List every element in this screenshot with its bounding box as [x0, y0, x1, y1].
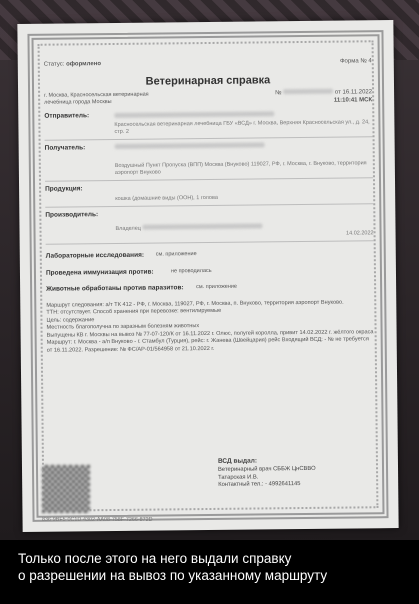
- caption: [18, 550, 408, 584]
- form-number: Форма № 4: [339, 58, 372, 65]
- caption-line-2: о разрешении на вывоз по указанному маршруту: [18, 568, 328, 583]
- vsd-title: ВСД выдал:: [217, 457, 258, 465]
- product-value: кошка (домашние виды (ООН), 1 голова: [115, 194, 218, 202]
- parasite-row: [46, 283, 374, 295]
- sender-label: Отправитель:: [44, 111, 90, 120]
- ttn-text: ТТН: отсутствует. Способ хранения при перевозке: вентилируемые: [46, 308, 222, 316]
- vsd-phone: Контактный тел.: - 4992641145: [218, 481, 301, 489]
- caption-line-1: Только после этого на него выдали справку: [18, 551, 292, 566]
- vsd-signature-block: [218, 456, 368, 490]
- status-label: Статус:: [43, 61, 65, 68]
- issued-text: Выпущены КВ г. Москвы на вывоз № 77-07-120/К от 16.11.2022 г. Олюс, полугей королла, привит 14.02.2022 г. жёлтого окраса Маршрут: г. Москва - а/п Внуково - г. Стамбул (Турция), рейс: г. Жанева (Швейцария) рейс Входящий ВСД: - № не требуется от 16.11.2022. Разрешение: № ФС/АР-01/564958 от 21.10.2022 г.: [46, 329, 374, 354]
- route-text: Маршрут следования: а/т ТК 412 - РФ, г. Москва, 119027, РФ, г. Москва, п. Внуково, территория аэропорт Внуково.: [46, 299, 344, 309]
- redacted-number: [283, 89, 333, 95]
- producer-value: Владелец: [115, 225, 141, 233]
- recipient-value: Воздушный Пункт Пропуска (ВПП) Москва (Внуково) 119027, РФ, г. Москва, г. Внуково, территория аэропорт Внуково: [114, 160, 367, 176]
- vsd-doctor: Ветеринарный врач СББЖ ЦнСВВО: [217, 465, 316, 473]
- lab-row: [46, 250, 374, 262]
- vsd-name: Татарская И.В.: [218, 474, 259, 481]
- recipient-label: Получатель:: [44, 144, 86, 153]
- vet-certificate: [17, 20, 398, 532]
- place-text: Местность благополучна по заразным болезням животных: [46, 323, 200, 332]
- document-id: 836-9BF5-0C1D-4302-AA08-758F-7266-872D: [42, 517, 153, 523]
- redacted-sender: [114, 111, 274, 118]
- immunization-value: не проводилась: [170, 267, 212, 275]
- issue-time: 11:10:41 МСК: [333, 97, 373, 104]
- issuer-row: [44, 88, 372, 108]
- purpose-text: Цель: содержание: [46, 317, 95, 324]
- producer-date: 14.02.2022: [346, 230, 374, 237]
- parasite-value: см. приложение: [196, 283, 238, 291]
- parasite-label: Животные обработаны против паразитов:: [46, 284, 184, 293]
- producer-row: [45, 208, 373, 220]
- recipient-row: [45, 142, 373, 154]
- producer-label: Производитель:: [45, 210, 99, 219]
- date-label: от 16.11.2022: [334, 89, 373, 96]
- certificate-content: [44, 58, 375, 355]
- status-value: оформлено: [66, 61, 102, 68]
- immunization-label: Проведена иммунизация против:: [45, 268, 154, 277]
- number-label: №: [275, 90, 282, 97]
- lab-label: Лабораторные исследования:: [45, 252, 145, 261]
- divider: [45, 137, 373, 141]
- redacted-producer: [142, 224, 262, 230]
- qr-code: [42, 465, 90, 513]
- immunization-row: [46, 266, 374, 278]
- issuer: г. Москва, Красносельская ветеринарная лечебница города Москвы: [44, 91, 149, 107]
- product-label: Продукция:: [45, 185, 83, 193]
- lab-value: см. приложение: [155, 251, 197, 258]
- certificate-title: Ветеринарная справка: [145, 74, 271, 88]
- divider: [45, 203, 373, 207]
- divider: [45, 177, 373, 181]
- sender-value: Красносельская ветеринарная лечебница ГБУ «ВСД» г. Москва, Верхняя Красносельская ул., д. 24, стр. 2: [114, 119, 370, 136]
- redacted-recipient: [115, 143, 265, 150]
- divider: [46, 241, 374, 245]
